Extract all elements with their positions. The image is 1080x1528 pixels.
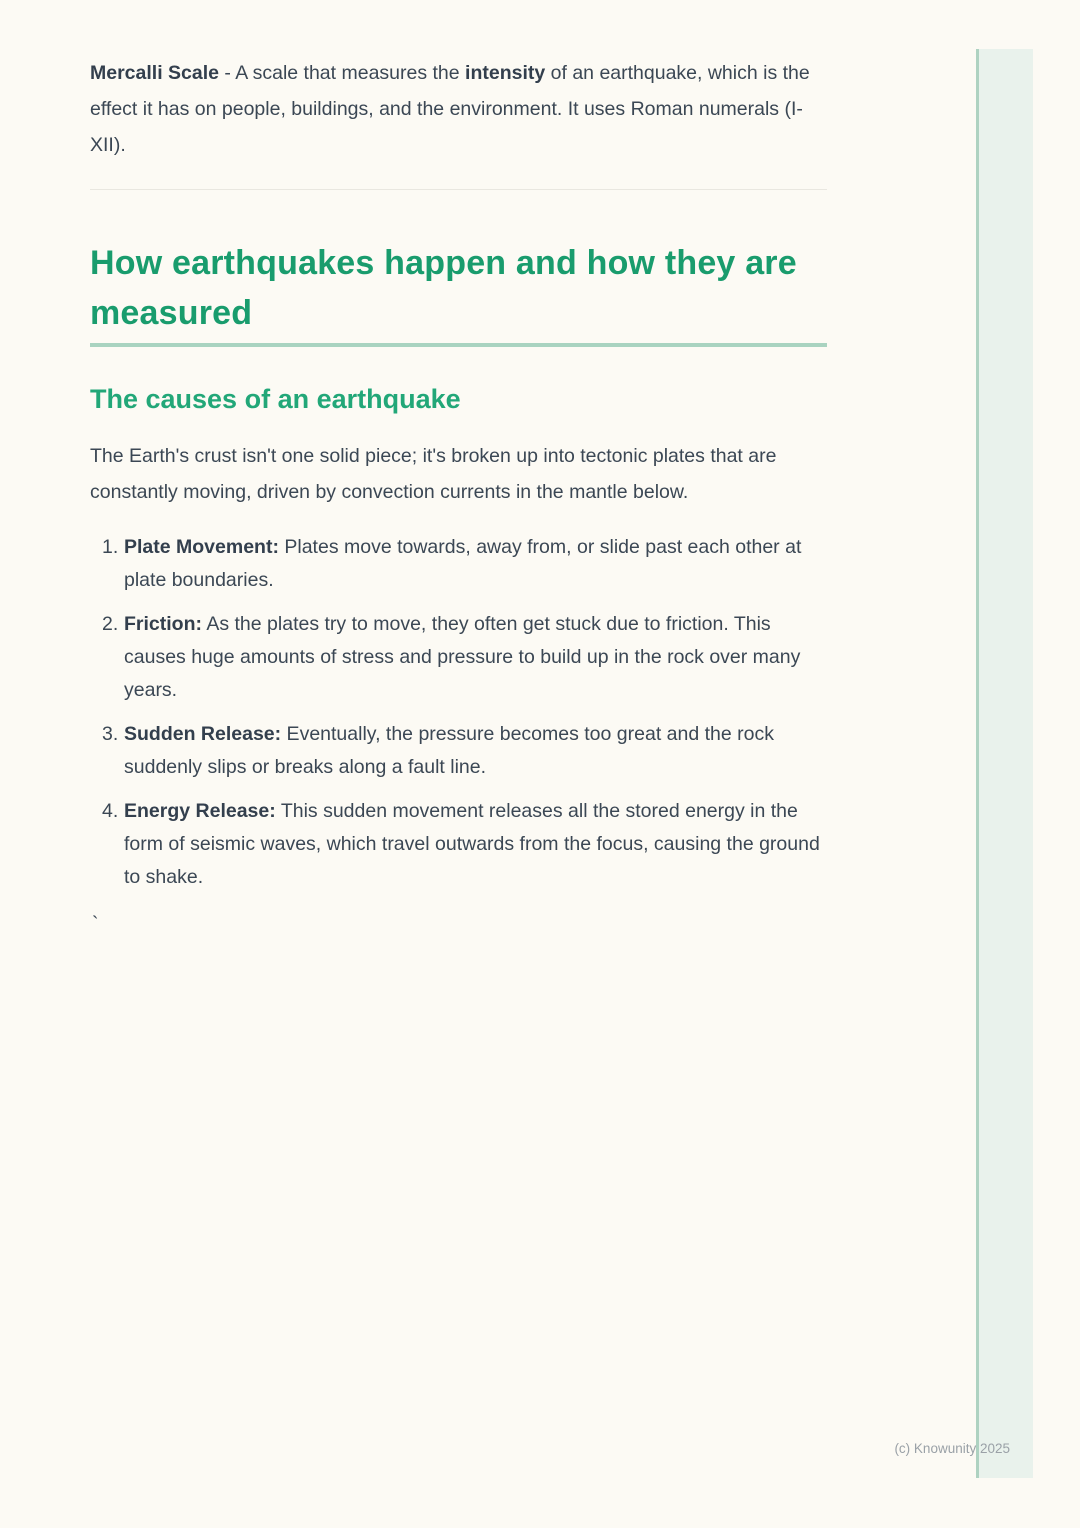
definition-paragraph: [90, 55, 827, 163]
right-accent-bar: [976, 49, 1033, 1478]
lead-paragraph: The Earth's crust isn't one solid piece; it's broken up into tectonic plates that are constantly moving, driven by convection currents in the mantle below.: [90, 445, 777, 503]
list-item-label: Friction:: [124, 613, 202, 635]
list-item-energy-release: [90, 795, 827, 894]
stray-backtick: `: [92, 913, 99, 935]
list-item-body: [124, 800, 820, 888]
section-divider: [90, 189, 827, 190]
list-item-text: Plates move towards, away from, or slide past each other at plate boundaries.: [124, 536, 802, 591]
list-item-number: 3.: [102, 723, 119, 745]
list-item-label: Energy Release:: [124, 800, 276, 822]
subsection-title: The causes of an earthquake: [90, 384, 461, 414]
causes-list: [90, 531, 827, 894]
document-content: [90, 55, 827, 941]
list-item-text: This sudden movement releases all the stored energy in the form of seismic waves, which travel outwards from the focus, causing the ground to shake.: [124, 800, 820, 888]
list-item-body: [124, 613, 800, 701]
section-title: How earthquakes happen and how they are measured: [90, 244, 797, 332]
list-item-number: 2.: [102, 613, 119, 635]
list-item-sudden-release: [90, 718, 827, 784]
list-item-plate-movement: [90, 531, 827, 597]
list-item-text: As the plates try to move, they often get stuck due to friction. This causes huge amounts of stress and pressure to build up in the rock over many years.: [124, 613, 801, 701]
copyright-text: (c) Knowunity 2025: [894, 1441, 1010, 1456]
list-item-body: [124, 536, 801, 591]
definition-text-before: - A scale that measures the: [219, 62, 466, 84]
list-item-label: Sudden Release:: [124, 723, 282, 745]
title-underline: [90, 343, 827, 347]
list-item-number: 4.: [102, 800, 119, 822]
list-item-friction: [90, 608, 827, 707]
definition-text-after: of an earthquake, which is the effect it has on people, buildings, and the environment. It uses Roman numerals (I-XII).: [90, 62, 810, 156]
definition-emphasis-word: intensity: [465, 62, 546, 84]
list-item-label: Plate Movement:: [124, 536, 279, 558]
definition-term: Mercalli Scale: [90, 62, 219, 84]
list-item-text: Eventually, the pressure becomes too great and the rock suddenly slips or breaks along a fault line.: [124, 723, 774, 778]
list-item-body: [124, 723, 774, 778]
list-item-number: 1.: [102, 536, 119, 558]
